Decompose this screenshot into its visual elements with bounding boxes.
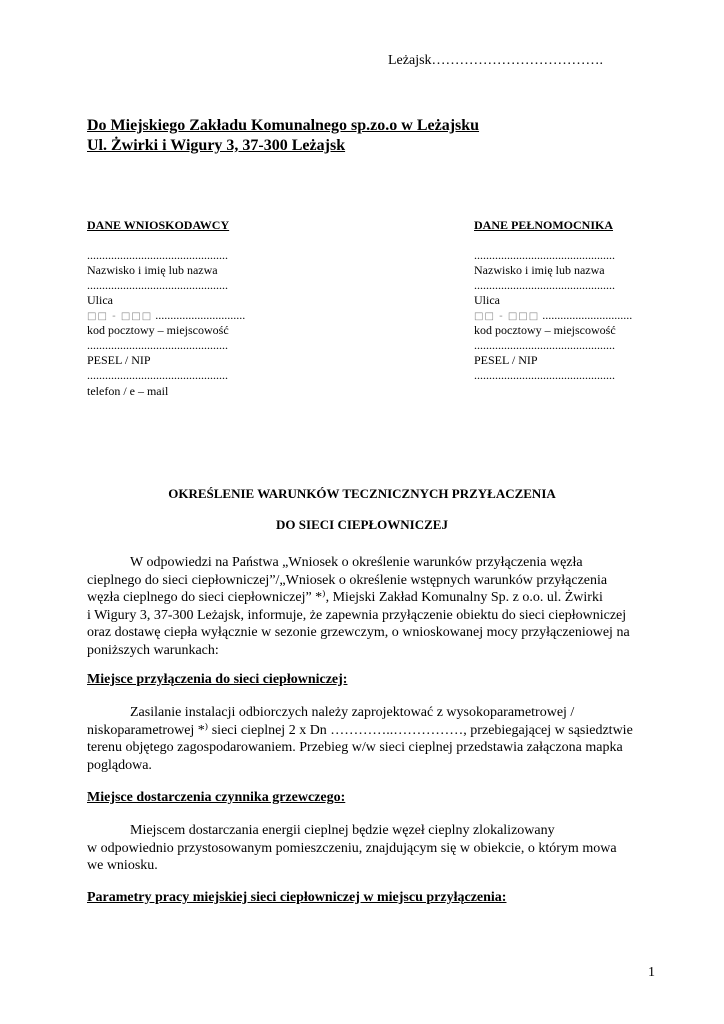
proxy-street-dots: ............................................... xyxy=(474,278,615,292)
postcode-boxes-icon: □□ - □□□ xyxy=(87,311,153,322)
section-heading-network-parameters: Parametry pracy miejskiej sieci ciepłowniczej w miejscu przyłączenia: xyxy=(87,890,507,905)
proxy-postcode-dots: .............................. xyxy=(542,308,633,322)
proxy-pesel-dots: ............................................... xyxy=(474,338,615,352)
section2-line: Miejscem dostarczania energii cieplnej będzie węzeł cieplny zlokalizowany xyxy=(130,823,555,838)
applicant-postcode-row xyxy=(87,308,245,323)
section1-line: Zasilanie instalacji odbiorczych należy zaprojektować z wysokoparametrowej / xyxy=(130,705,575,720)
applicant-heading: DANE WNIOSKODAWCY xyxy=(87,218,230,232)
proxy-name-dots: ............................................... xyxy=(474,248,615,262)
applicant-postcode-dots: .............................. xyxy=(155,308,246,322)
applicant-phone-label: telefon / e – mail xyxy=(87,384,169,398)
section1-line: niskoparametrowej *⁾ sieci cieplnej 2 x Dn …………..……………, przebiegającej w sąsiedztwie xyxy=(87,722,633,738)
proxy-phone-dots: ............................................... xyxy=(474,368,615,382)
intro-line: poniższych warunkach: xyxy=(87,642,219,658)
applicant-name-dots: ............................................... xyxy=(87,248,228,262)
intro-line: i Wigury 3, 37-300 Leżajsk, informuje, że zapewnia przyłączenie obiektu do sieci ciepłowniczej xyxy=(87,607,627,623)
proxy-pesel-label: PESEL / NIP xyxy=(474,353,538,367)
intro-line: W odpowiedzi na Państwa „Wniosek o określenie warunków przyłączenia węzła xyxy=(130,555,583,570)
place-date-field: Leżajsk………………………………. xyxy=(388,53,604,68)
applicant-street-label: Ulica xyxy=(87,293,113,307)
proxy-name-label: Nazwisko i imię lub nazwa xyxy=(474,263,605,277)
intro-line: węzła cieplnego do sieci ciepłowniczej” *⁾, Miejski Zakład Komunalny Sp. z o.o. ul. Żwirki xyxy=(87,590,603,606)
applicant-pesel-dots: ............................................... xyxy=(87,338,228,352)
section2-line: w odpowiednio przystosowanym pomieszczeniu, znajdującym się w obiekcie, o którym mowa xyxy=(87,840,617,856)
section2-line: we wniosku. xyxy=(87,858,158,874)
applicant-name-label: Nazwisko i imię lub nazwa xyxy=(87,263,218,277)
document-title-line-2: DO SIECI CIEPŁOWNICZEJ xyxy=(276,517,448,532)
applicant-pesel-label: PESEL / NIP xyxy=(87,353,151,367)
section-heading-connection-point: Miejsce przyłączenia do sieci ciepłowniczej: xyxy=(87,672,348,687)
addressee-line-2: Ul. Żwirki i Wigury 3, 37-300 Leżajsk xyxy=(87,137,346,154)
addressee-line-1: Do Miejskiego Zakładu Komunalnego sp.zo.o w Leżajsku xyxy=(87,117,480,134)
proxy-postcode-label: kod pocztowy – miejscowość xyxy=(474,323,616,337)
applicant-phone-dots: ............................................... xyxy=(87,368,228,382)
proxy-street-label: Ulica xyxy=(474,293,500,307)
document-title-line-1: OKREŚLENIE WARUNKÓW TECZNICZNYCH PRZYŁACZENIA xyxy=(168,486,556,501)
section2-paragraph xyxy=(87,822,617,875)
section1-line: poglądowa. xyxy=(87,757,152,773)
section1-paragraph xyxy=(87,704,633,774)
intro-line: cieplnego do sieci ciepłowniczej”/„Wniosek o określenie wstępnych warunków przyłączenia xyxy=(87,572,608,588)
section1-line: terenu objętego zagospodarowaniem. Przebieg w/w sieci cieplnej przedstawia załączona mapka xyxy=(87,740,623,756)
postcode-boxes-icon: □□ - □□□ xyxy=(474,311,540,322)
intro-line: oraz dostawę ciepła wyłącznie w sezonie grzewczym, o wnioskowanej mocy przyłączeniowej na xyxy=(87,625,630,641)
page-number: 1 xyxy=(648,965,655,980)
proxy-heading: DANE PEŁNOMOCNIKA xyxy=(474,218,614,232)
intro-paragraph xyxy=(87,554,630,660)
applicant-street-dots: ............................................... xyxy=(87,278,228,292)
proxy-postcode-row xyxy=(474,308,632,323)
section-heading-heat-delivery: Miejsce dostarczenia czynnika grzewczego: xyxy=(87,790,346,805)
applicant-postcode-label: kod pocztowy – miejscowość xyxy=(87,323,229,337)
